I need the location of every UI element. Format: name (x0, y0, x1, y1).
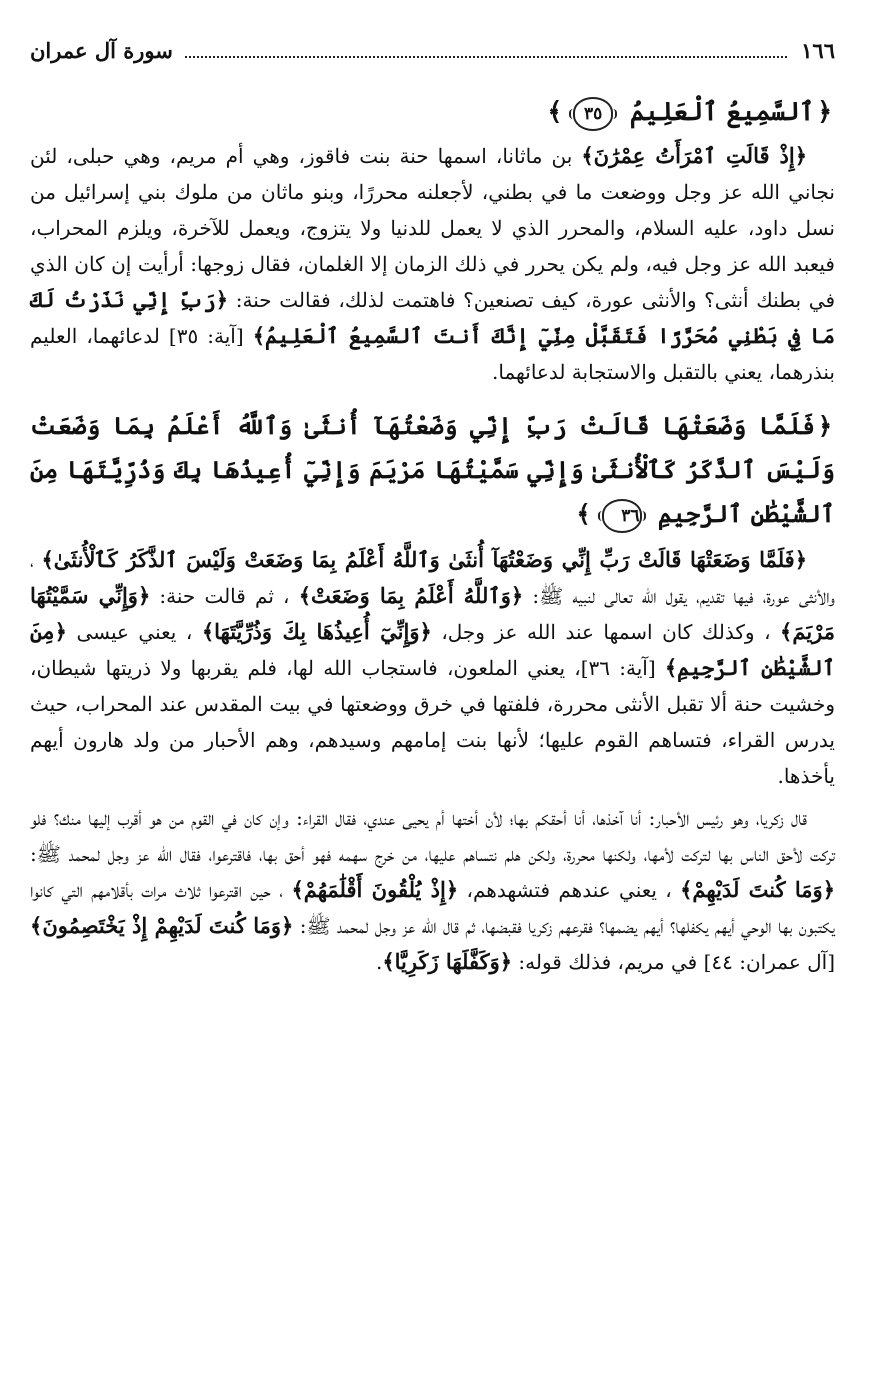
quran-quote: ﴿وَإِنِّي سَمَّيْتُهَا مَرْيَمَ﴾ (30, 583, 836, 644)
quran-quote: ﴿وَكَفَّلَهَا زَكَرِيَّا﴾ (382, 949, 513, 974)
close-brace: ﴾ (576, 499, 591, 528)
commentary-text: ، ثم قالت حنة: (159, 584, 290, 608)
commentary-text: ، يعني عندهم فتشهدهم، (466, 878, 672, 902)
commentary-paragraph-3 (30, 800, 835, 980)
ayah-number-marker: ٣٦ (602, 499, 642, 533)
commentary-text: ، وكذلك كان اسمها عند الله عز وجل، (441, 620, 771, 644)
close-brace: ﴾ (547, 97, 563, 126)
verse-36-block (30, 404, 835, 536)
verse-text: فَلَمَّا وَضَعَتْهَا قَالَتْ رَبِّ إِنِّي وَضَعْتُهَآ أُنثَىٰ وَٱللَّهُ أَعْلَمُ بِمَا وَضَعَتْ وَلَيْسَ ٱلذَّكَرُ كَٱلْأُنثَىٰ وَإِنِّي سَمَّيْتُهَا مَرْيَمَ وَإِنِّيٓ أُعِيذُهَا بِكَ وَذُرِّيَّتَهَا مِنَ ٱلشَّيْطَٰنِ ٱلرَّجِيمِ (30, 411, 835, 528)
commentary-text: قال زكريا، وهو رئيس الأحبار: أنا آخذها، أنا أحقكم بها؛ لأن أختها أم يحيى عندي، فقال القراء: وإن كان في القوم من هو أقرب إليها منك؟ فلو تركت لأحق الناس بها لتركت لأمها، ولكنها محررة، ولكن هلم نتساهم عليها، من خرج سهمه فهو أحق بها، فاقترعوا، فقال الله عز وجل لمحمد ﷺ: (30, 806, 835, 866)
quran-quote: ﴿وَٱللَّهُ أَعْلَمُ بِمَا وَضَعَتْ﴾ (298, 583, 524, 608)
ayah-number-marker: ٣٥ (573, 97, 613, 131)
commentary-text: ، يعني عيسى (76, 620, 193, 644)
commentary-text: [آل عمران: ٤٤] في مريم، فذلك قوله: (518, 950, 835, 974)
quran-quote: ﴿مِنَ ٱلشَّيْطَٰنِ ٱلرَّجِيمِ﴾ (30, 619, 836, 680)
book-page (30, 38, 835, 1358)
verse-35-ending (30, 92, 835, 132)
surah-name: سورة آل عمران (30, 38, 173, 63)
commentary-paragraph-1 (30, 138, 835, 390)
commentary-paragraph-2 (30, 542, 835, 794)
quran-quote: ﴿إِذْ قَالَتِ ٱمْرَأَتُ عِمْرَٰنَ﴾ (581, 143, 807, 168)
commentary-text: ، حين اقترعوا ثلاث مرات بأقلامهم التي كانوا يكتبون بها الوحي أيهم يكفلها؟ أيهم يضمها؟ فقرعهم زكريا فقبضها، ثم قال الله عز وجل لمحمد ﷺ: (30, 878, 836, 938)
commentary-text: [آية: ٣٦]، يعني الملعون، فاستجاب الله لها، فلم يقربها ولا ذريتها شيطان، وخشيت حنة ألا تقبل الأنثى محررة، فلفتها في خرق ووضعتها في بيت المقدس عند المحراب، حيث يدرس القراء، فتساهم القوم عليها؛ لأنها بنت إمامهم وسيدهم، وهم الأحبار من ولد هارون أيهم يأخذها. (30, 656, 835, 788)
commentary-text: [آية: ٣٥] لدعائهما، العليم بنذرهما، يعني بالتقبل والاستجابة لدعائهما. (30, 324, 835, 384)
commentary-text: . (375, 950, 383, 974)
commentary-text: ، والأنثى عورة، فيها تقديم، يقول الله تعالى لنبيه ﷺ: (30, 548, 835, 608)
quran-quote: ﴿إِذْ يُلْقُونَ أَقْلَٰمَهُمْ﴾ (291, 877, 459, 902)
verse-text: ٱلسَّمِيعُ ٱلْعَلِيمُ (629, 97, 815, 126)
page-header (30, 38, 835, 78)
quran-quote: ﴿فَلَمَّا وَضَعَتْهَا قَالَتْ رَبِّ إِنِّي وَضَعْتُهَآ أُنثَىٰ وَٱللَّهُ أَعْلَمُ بِمَا وَضَعَتْ وَلَيْسَ ٱلذَّكَرُ كَٱلْأُنثَىٰ﴾ (41, 547, 807, 572)
quran-quote: ﴿وَإِنِّيٓ أُعِيذُهَا بِكَ وَذُرِّيَّتَهَا﴾ (201, 619, 432, 644)
quran-quote: ﴿وَمَا كُنتَ لَدَيْهِمْ إِذْ يَخْتَصِمُونَ﴾ (30, 913, 294, 938)
open-brace: ﴿ (817, 97, 832, 126)
quran-quote: ﴿رَبِّ إِنِّي نَذَرْتُ لَكَ مَا فِي بَطْنِي مُحَرَّرًا فَتَقَبَّلْ مِنِّيٓ إِنَّكَ أَنتَ ٱلسَّمِيعُ ٱلْعَلِيمُ﴾ (30, 287, 835, 348)
quran-quote: ﴿وَمَا كُنتَ لَدَيْهِمْ﴾ (680, 877, 836, 902)
dotted-leader (185, 46, 787, 58)
open-brace: ﴿ (817, 411, 832, 440)
commentary-text: بن ماثانا، اسمها حنة بنت فاقوز، وهي أم مريم، وهي حبلى، لئن نجاني الله عز وجل ووضعت ما في بطني، لأجعلنه محررًا، وبنو ماثان من ملوك بني إسرائيل من نسل داود، عليه السلام، والمحرر الذي لا يعمل للدنيا ولا يتزوج، ويعمل للآخرة، ويلزم المحراب، فيعبد الله عز وجل فيه، ولم يكن يحرر في ذلك الزمان إلا الغلمان، فقال زوجها: أرأيت إن كان الذي في بطنك أنثى؟ والأنثى عورة، كيف تصنعين؟ فاهتمت لذلك، فقالت حنة: (30, 144, 836, 312)
page-number: ١٦٦ (801, 38, 835, 63)
